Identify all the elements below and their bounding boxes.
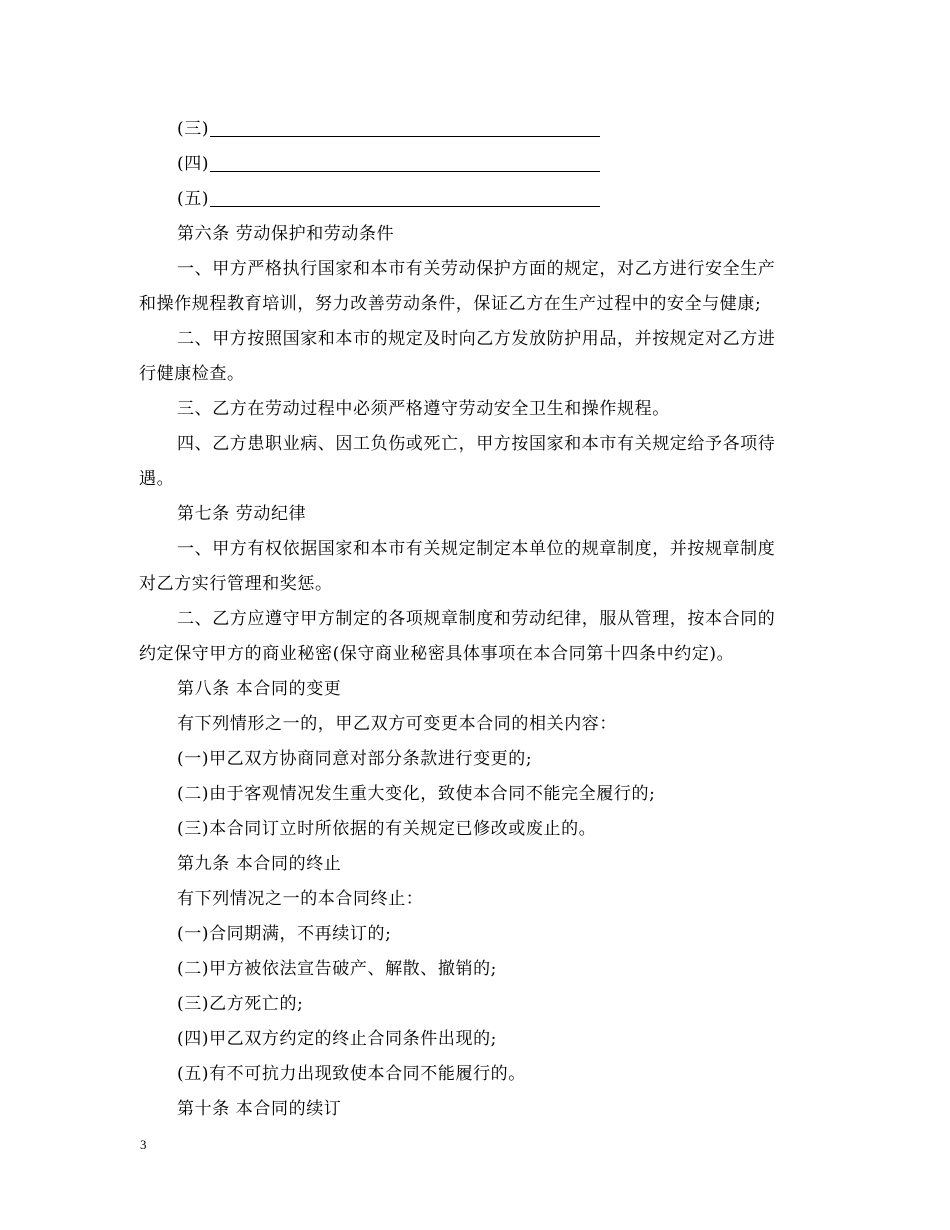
paragraph-line: 有下列情形之一的，甲乙双方可变更本合同的相关内容： <box>177 714 617 734</box>
paragraph-line: 二、乙方应遵守甲方制定的各项规章制度和劳动纪律，服从管理，按本合同的 <box>177 609 776 629</box>
paragraph-line: 对乙方实行管理和奖惩。 <box>139 574 333 594</box>
blank-item-3 <box>139 112 811 147</box>
list-item: (二)甲方被依法宣告破产、解散、撤销的; <box>177 959 497 979</box>
blank-item-label: (五) <box>177 189 210 209</box>
paragraph-line: 有下列情况之一的本合同终止： <box>177 889 424 909</box>
paragraph-line: 三、乙方在劳动过程中必须严格遵守劳动安全卫生和操作规程。 <box>177 399 670 419</box>
paragraph-line: 遇。 <box>139 469 175 489</box>
blank-item-4 <box>139 147 811 182</box>
blank-item-5 <box>139 182 811 217</box>
page-number: 3 <box>140 1137 147 1152</box>
list-item: (一)合同期满，不再续订的; <box>177 924 392 944</box>
paragraph-line: 和操作规程教育培训，努力改善劳动条件，保证乙方在生产过程中的安全与健康; <box>139 294 762 314</box>
article-9-heading: 第九条 本合同的终止 <box>177 854 342 874</box>
blank-item-label: (三) <box>177 119 210 139</box>
blank-item-label: (四) <box>177 154 210 174</box>
list-item: (三)本合同订立时所依据的有关规定已修改或废止的。 <box>177 819 597 839</box>
list-item: (一)甲乙双方协商同意对部分条款进行变更的; <box>177 749 533 769</box>
paragraph-line: 行健康检查。 <box>139 364 245 384</box>
fill-in-blank <box>210 119 600 137</box>
paragraph-line: 一、甲方有权依据国家和本市有关规定制定本单位的规章制度，并按规章制度 <box>177 539 776 559</box>
paragraph-line: 四、乙方患职业病、因工负伤或死亡，甲方按国家和本市有关规定给予各项待 <box>177 434 776 454</box>
article-7-heading: 第七条 劳动纪律 <box>177 504 307 524</box>
document-body <box>139 112 811 1127</box>
list-item: (四)甲乙双方约定的终止合同条件出现的; <box>177 1029 497 1049</box>
paragraph-line: 一、甲方严格执行国家和本市有关劳动保护方面的规定，对乙方进行安全生产 <box>177 259 776 279</box>
paragraph-line: 二、甲方按照国家和本市的规定及时向乙方发放防护用品，并按规定对乙方进 <box>177 329 776 349</box>
fill-in-blank <box>210 189 600 207</box>
paragraph-line: 约定保守甲方的商业秘密(保守商业秘密具体事项在本合同第十四条中约定)。 <box>139 644 735 664</box>
article-8-heading: 第八条 本合同的变更 <box>177 679 342 699</box>
list-item: (三)乙方死亡的; <box>177 994 304 1014</box>
list-item: (二)由于客观情况发生重大变化，致使本合同不能完全履行的; <box>177 784 656 804</box>
article-10-heading: 第十条 本合同的续订 <box>177 1099 342 1119</box>
fill-in-blank <box>210 154 600 172</box>
article-6-heading: 第六条 劳动保护和劳动条件 <box>177 224 395 244</box>
list-item: (五)有不可抗力出现致使本合同不能履行的。 <box>177 1064 526 1084</box>
